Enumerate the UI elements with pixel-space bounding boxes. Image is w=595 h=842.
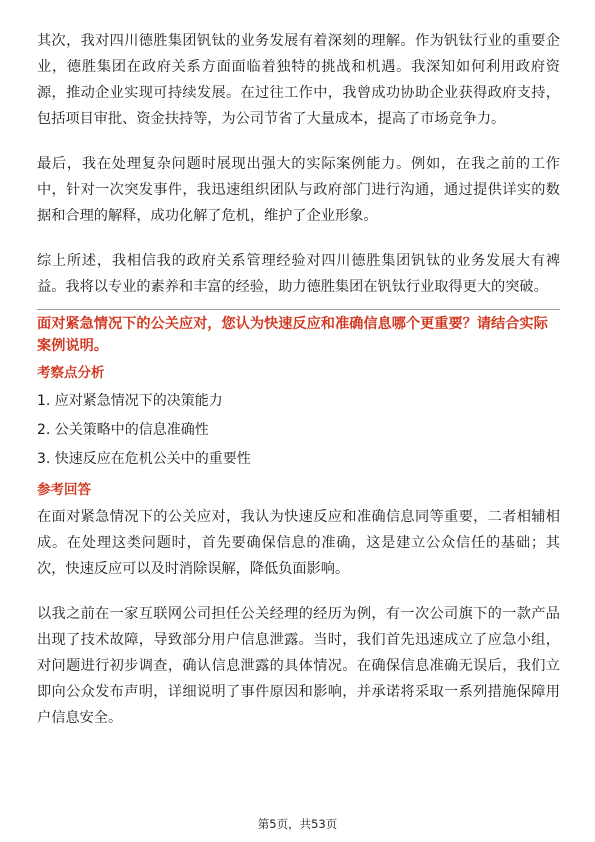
paragraph-conclusion: 综上所述，我相信我的政府关系管理经验对四川德胜集团钒钛的业务发展大有裨益。我将以专业的素养和丰富的经验，助力德胜集团在钒钛行业取得更大的突破。 [37,253,560,295]
analysis-item-3: 3. 快速反应在危机公关中的重要性 [37,451,251,467]
analysis-item-1: 1. 应对紧急情况下的决策能力 [37,393,223,409]
analysis-heading: 考察点分析 [37,365,105,381]
page-content [37,28,560,731]
analysis-item-2: 2. 公关策略中的信息准确性 [37,422,209,438]
paragraph-case-ability: 最后，我在处理复杂问题时展现出强大的实际案例能力。例如，在我之前的工作中，针对一次突发事件，我迅速组织团队与政府部门进行沟通，通过提供详实的数据和合理的解释，成功化解了危机，维护了企业形象。 [37,156,560,224]
section-divider [37,309,560,310]
interview-question: 面对紧急情况下的公关应对，您认为快速反应和准确信息哪个更重要？请结合实际案例说明。 [37,316,548,354]
answer-paragraph-2: 以我之前在一家互联网公司担任公关经理的经历为例，有一次公司旗下的一款产品出现了技术故障，导致部分用户信息泄露。当时，我们首先迅速成立了应急小组，对问题进行初步调查，确认信息泄露的具体情况。在确保信息准确无误后，我们立即向公众发布声明，详细说明了事件原因和影响，并承诺将采取一系列措施保障用户信息安全。 [37,606,560,726]
answer-heading: 参考回答 [37,482,91,498]
paragraph-government-resources: 其次，我对四川德胜集团钒钛的业务发展有着深刻的理解。作为钒钛行业的重要企业，德胜集团在政府关系方面面临着独特的挑战和机遇。我深知如何利用政府资源，推动企业实现可持续发展。在过往工作中，我曾成功协助企业获得政府支持，包括项目审批、资金扶持等，为公司节省了大量成本，提高了市场竞争力。 [37,33,560,127]
answer-paragraph-1: 在面对紧急情况下的公关应对，我认为快速反应和准确信息同等重要，二者相辅相成。在处理这类问题时，首先要确保信息的准确，这是建立公众信任的基础；其次，快速反应可以及时消除误解，降低负面影响。 [37,509,560,577]
page-footer: 第5页，共53页 [257,817,338,831]
